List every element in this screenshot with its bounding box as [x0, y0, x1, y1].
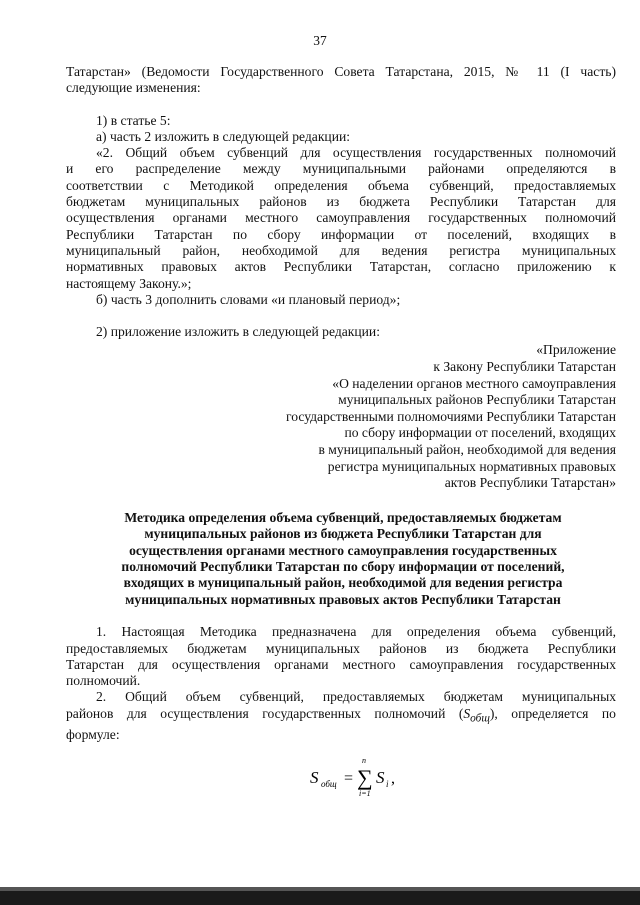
symbol-sub: общ: [470, 712, 490, 725]
intro-line-1: Татарстан» (Ведомости Государственного Совета Татарстана, 2015, № 11 (I часть): [66, 64, 616, 79]
symbol-s: S: [463, 705, 471, 721]
quote-line-5: осуществления органами местного самоуправления государственных полномочий: [66, 210, 616, 226]
formula-sum-sign: ∑: [357, 765, 373, 791]
formula-rhs-sub: i: [386, 779, 389, 790]
formula-svg: [306, 753, 426, 799]
heading-line: осуществления органами местного самоуправления государственных: [129, 542, 557, 558]
formula-lhs-sub: общ: [321, 779, 337, 790]
appendix-line: регистра муниципальных нормативных правовых: [327, 458, 616, 474]
method-p1-line-3: Татарстан для осуществления органами местного самоуправления государственных: [66, 656, 616, 672]
item-1: 1) в статье 5:: [96, 112, 171, 128]
quote-line-9: настоящему Закону.»;: [66, 275, 192, 291]
method-p2-line-3: формуле:: [66, 726, 120, 742]
formula-lhs: S: [310, 768, 319, 788]
quote-line-4: бюджетам муниципальных районов из бюджета Республики Татарстан для: [66, 194, 616, 210]
page-number: 37: [313, 33, 327, 48]
heading-line: полномочий Республики Татарстан по сбору информации от поселений,: [121, 559, 565, 575]
quote-line-8: нормативных правовых актов Республики Татарстан, согласно приложению к: [66, 259, 616, 275]
method-p1-line-4: полномочий.: [66, 673, 141, 689]
method-p2-line-1: 2. Общий объем субвенций, предоставляемых бюджетам муниципальных: [96, 689, 616, 705]
quote-line-1: «2. Общий объем субвенций для осуществления государственных полномочий: [96, 145, 616, 161]
method-p1-line-1: 1. Настоящая Методика предназначена для определения объема субвенций,: [96, 624, 616, 640]
formula-tail: ,: [391, 770, 395, 788]
heading-line: муниципальных районов из бюджета Республики Татарстан для: [144, 526, 542, 542]
formula-eq: =: [344, 770, 354, 788]
appendix-reference: [66, 342, 616, 491]
quote-line-2: и его распределение между муниципальными районами определяются в: [66, 161, 616, 177]
formula-sum-top: n: [362, 756, 366, 766]
formula-rhs: S: [376, 768, 385, 788]
appendix-line: по сбору информации от поселений, входящих: [344, 425, 616, 441]
appendix-line: «Приложение: [536, 342, 616, 358]
quote-line-6: Республики Татарстан по сбору информации от поселений, входящих в: [66, 226, 616, 242]
intro-line-2: следующие изменения:: [66, 80, 201, 96]
document-body: [66, 64, 616, 799]
appendix-line: муниципальных районов Республики Татарстан: [338, 392, 616, 408]
method-p2-line-2: районов для осуществления государственных полномочий $(S_{общ})$, определяется по: [66, 705, 616, 725]
item-1a: а) часть 2 изложить в следующей редакции:: [96, 128, 351, 144]
appendix-line: в муниципальный район, необходимой для ведения: [318, 442, 616, 458]
quote-line-7: муниципальный район, необходимой для ведения регистра муниципальных: [66, 242, 616, 258]
methodology-heading: [66, 510, 616, 608]
appendix-line: актов Республики Татарстан»: [444, 475, 616, 491]
formula: [66, 753, 616, 799]
scan-bottom-edge: [0, 887, 640, 905]
appendix-line: «О наделении органов местного самоуправления: [332, 375, 616, 391]
item-1b: б) часть 3 дополнить словами «и плановый период»;: [96, 291, 401, 307]
method-p1-line-2: предоставляемых бюджетам муниципальных районов из бюджета Республики: [66, 640, 616, 656]
quote-line-3: соответствии с Методикой определения объема субвенций, предоставляемых: [66, 177, 616, 193]
appendix-line: к Закону Республики Татарстан: [433, 359, 616, 375]
appendix-line: государственными полномочиями Республики Татарстан: [285, 408, 616, 424]
heading-line: входящих в муниципальный район, необходимой для ведения регистра: [123, 575, 563, 591]
item-2: 2) приложение изложить в следующей редакции:: [96, 324, 380, 340]
heading-line: Методика определения объема субвенций, предоставляемых бюджетам: [124, 509, 562, 525]
formula-sum-bottom: i=1: [359, 789, 371, 799]
heading-line: муниципальных нормативных правовых актов Республики Татарстан: [125, 591, 561, 607]
